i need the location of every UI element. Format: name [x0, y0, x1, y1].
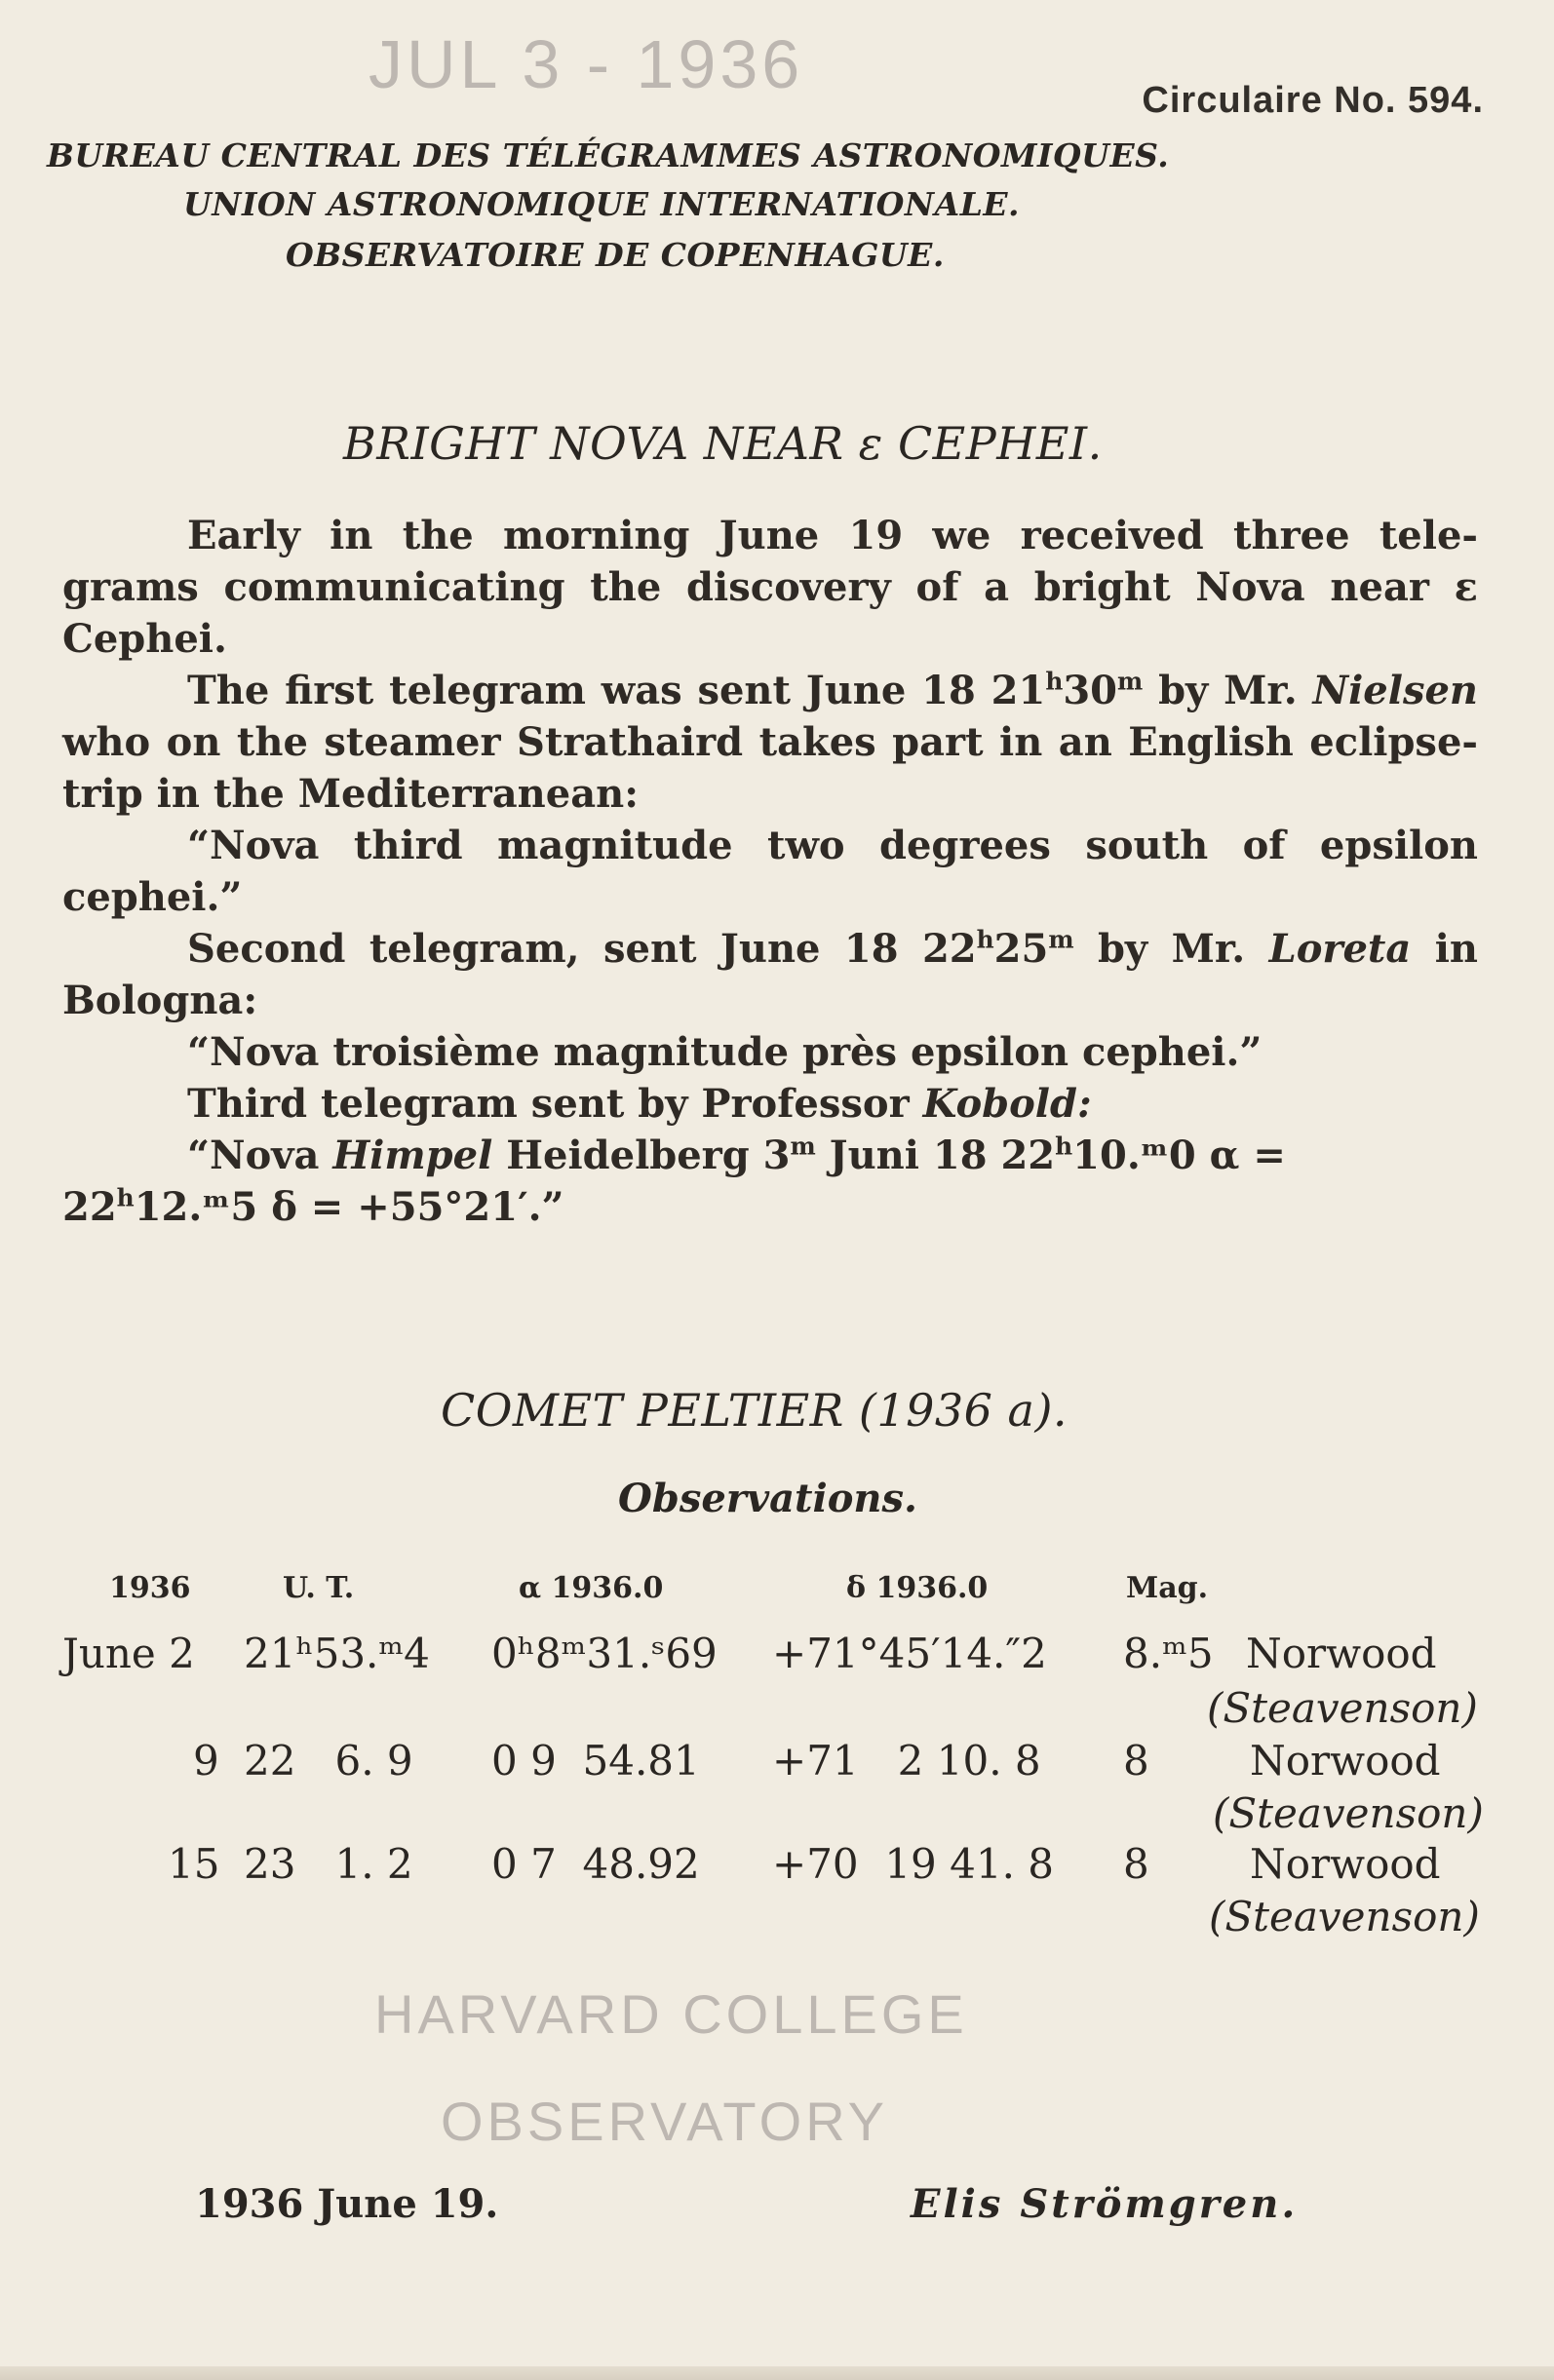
row-mag: 8 [1123, 1840, 1149, 1888]
hour-sup: h [976, 925, 994, 954]
row-station: Norwood [1250, 1840, 1441, 1888]
column-ut: U. T. [283, 1571, 355, 1605]
nova-paragraph-3 [62, 923, 1478, 1026]
column-dec: δ 1936.0 [846, 1571, 989, 1605]
row-observer: (Steavenson) [1213, 1789, 1484, 1837]
received-date-stamp: JUL 3 - 1936 [369, 26, 804, 102]
header-line-observatory: OBSERVATOIRE DE COPENHAGUE. [286, 236, 945, 274]
text-span: 10.ᵐ0 α = [1072, 1132, 1286, 1178]
nova-paragraph-1: Early in the morning June 19 we received three tele- grams communicating the discovery of a bright Nova near ε Cephei. [62, 513, 1478, 662]
text-span: Heidelberg 3 [492, 1132, 791, 1178]
column-year: 1936 [109, 1571, 191, 1605]
magnitude-sup: m [790, 1132, 816, 1161]
telegram-quote-2: “Nova troisième magnitude près epsilon cephei.” [187, 1029, 1263, 1075]
observer-loreta: Loreta [1268, 926, 1412, 972]
library-stamp-line-2: OBSERVATORY [441, 2091, 888, 2152]
row-ut: 22 6. 9 [244, 1737, 413, 1785]
hour-sup: h [1055, 1132, 1073, 1161]
row-ra: 0 7 48.92 [491, 1840, 700, 1888]
column-mag: Mag. [1126, 1571, 1209, 1605]
telegram-quote-3 [62, 1130, 1478, 1233]
row-ut: 23 1. 2 [244, 1840, 413, 1888]
row-mag: 8.ᵐ5 [1123, 1630, 1214, 1677]
comet-title: COMET PELTIER (1936 a). [441, 1384, 1068, 1437]
row-ra: 0 9 54.81 [491, 1737, 700, 1785]
row-ra: 0ʰ8ᵐ31.ˢ69 [491, 1630, 718, 1677]
text-span: 12.ᵐ5 δ = +55°21′.” [134, 1184, 564, 1230]
library-stamp-line-1: HARVARD COLLEGE [374, 1983, 968, 2045]
row-mag: 8 [1123, 1737, 1149, 1785]
observations-subtitle: Observations. [618, 1476, 917, 1521]
row-date: 15 [168, 1840, 220, 1888]
header-line-bureau: BUREAU CENTRAL DES TÉLÉGRAMMES ASTRONOMIQUES. [47, 136, 1170, 174]
text-span: Second telegram, sent June 18 22 [187, 926, 977, 972]
text-span: “Nova [187, 1132, 333, 1178]
nova-paragraph-2 [62, 665, 1478, 820]
text-span: Juni 18 22 [815, 1132, 1056, 1178]
observer-kobold: Kobold: [922, 1081, 1092, 1127]
row-dec: +71 2 10. 8 [772, 1737, 1041, 1785]
row-observer: (Steavenson) [1207, 1684, 1478, 1732]
row-station: Norwood [1246, 1630, 1437, 1677]
row-ut: 21ʰ53.ᵐ4 [244, 1630, 430, 1677]
hour-sup: h [1045, 667, 1064, 696]
nova-text [62, 510, 1478, 1233]
observer-nielsen: Nielsen [1312, 668, 1478, 713]
text-span: 22 [62, 1184, 117, 1230]
signature: Elis Strömgren. [911, 2181, 1299, 2227]
text-span: by Mr. [1073, 926, 1269, 972]
text-span: in Bologna: [62, 926, 1479, 1023]
text-span: by Mr. [1143, 668, 1313, 713]
row-date: June 2 [62, 1630, 195, 1677]
row-observer: (Steavenson) [1209, 1893, 1480, 1940]
row-date: 9 [193, 1737, 219, 1785]
row-station: Norwood [1250, 1737, 1441, 1785]
column-ra: α 1936.0 [519, 1571, 664, 1605]
text-span: Third telegram sent by Professor [187, 1081, 923, 1127]
telegram-quote-1: “Nova third magnitude two degrees south of epsilon cephei.” [62, 823, 1478, 920]
text-span: 30 [1063, 668, 1118, 713]
minute-sup: m [1048, 925, 1074, 954]
nova-paragraph-4 [62, 1078, 1478, 1130]
row-dec: +71°45′14.″2 [772, 1630, 1047, 1677]
nova-title: BRIGHT NOVA NEAR ε CEPHEI. [343, 417, 1103, 470]
minute-sup: m [1117, 667, 1144, 696]
row-dec: +70 19 41. 8 [772, 1840, 1054, 1888]
issue-date: 1936 June 19. [195, 2181, 499, 2227]
text-span: who on the steamer Strathaird takes part in an English eclipse- trip in the Mediterranean: [62, 719, 1478, 817]
text-span: The first telegram was sent June 18 21 [187, 668, 1046, 713]
hour-sup: h [116, 1183, 135, 1212]
circular-number: Circulaire No. 594. [1142, 80, 1484, 121]
header-line-union: UNION ASTRONOMIQUE INTERNATIONALE. [183, 185, 1021, 223]
observer-himpel: Himpel [332, 1132, 493, 1178]
text-span: 25 [993, 926, 1049, 972]
